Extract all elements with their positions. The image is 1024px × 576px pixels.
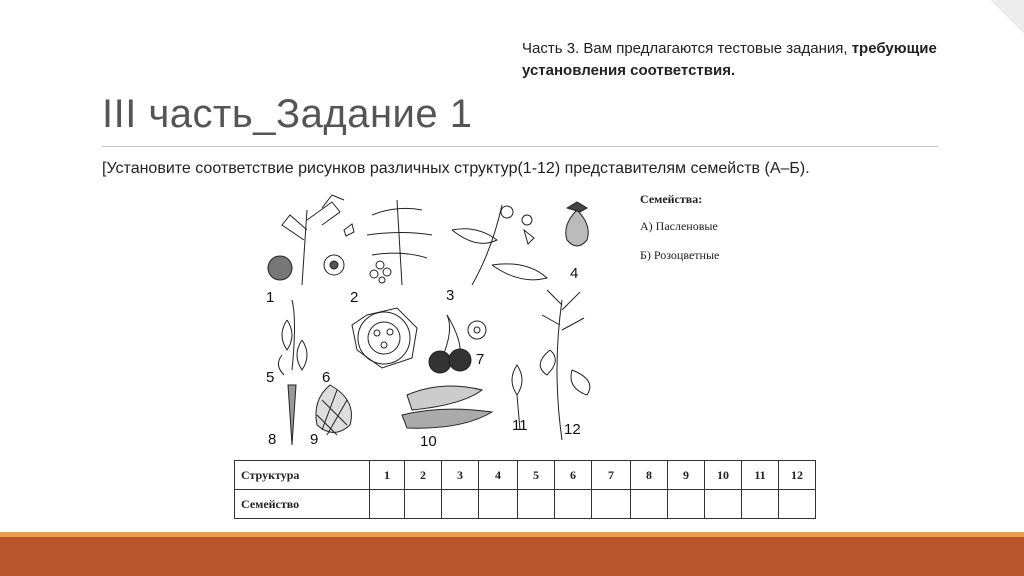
plate-number-1: 1 — [266, 289, 275, 306]
family-answer-cell-11[interactable] — [742, 490, 779, 519]
plant-illustrations — [262, 190, 607, 452]
answer-table — [234, 460, 816, 519]
task-instruction: [Установите соответствие рисунков различных структур(1-12) представителям семейств (А–Б). — [102, 160, 810, 177]
structure-cell-2: 2 — [405, 461, 442, 490]
family-answer-cell-6[interactable] — [555, 490, 592, 519]
plant-drawing-5 — [278, 300, 307, 375]
structure-cell-9: 9 — [668, 461, 705, 490]
plate-number-6: 6 — [322, 369, 331, 386]
part-note-plain: Часть 3. Вам предлагаются тестовые задания, — [522, 40, 852, 57]
part-note — [522, 38, 1002, 82]
plant-drawing-8 — [288, 385, 296, 445]
plant-drawing-4 — [566, 202, 589, 246]
legend-item-rosaceae: Б) Розоцветные — [640, 248, 720, 262]
family-answer-cell-3[interactable] — [442, 490, 479, 519]
family-answer-cell-9[interactable] — [668, 490, 705, 519]
plate-number-7: 7 — [476, 351, 485, 368]
plate-number-3: 3 — [446, 287, 455, 304]
slide-title: III часть_Задание 1 — [102, 92, 473, 136]
legend-heading: Семейства: — [640, 192, 703, 206]
structure-cell-6: 6 — [555, 461, 592, 490]
family-answer-cell-12[interactable] — [779, 490, 816, 519]
structure-cell-3: 3 — [442, 461, 479, 490]
structure-cell-11: 11 — [742, 461, 779, 490]
footer-accent-bar — [0, 537, 1024, 576]
plate-number-10: 10 — [420, 433, 437, 450]
plant-drawing-6 — [352, 308, 417, 368]
part-note-bold: требующие установления соответствия. — [522, 40, 937, 79]
family-answer-cell-7[interactable] — [592, 490, 631, 519]
structure-cell-7: 7 — [592, 461, 631, 490]
structure-cell-1: 1 — [370, 461, 405, 490]
families-legend — [640, 192, 719, 277]
structure-cell-5: 5 — [518, 461, 555, 490]
structure-cell-4: 4 — [479, 461, 518, 490]
family-answer-cell-1[interactable] — [370, 490, 405, 519]
structure-cell-12: 12 — [779, 461, 816, 490]
family-answer-cell-5[interactable] — [518, 490, 555, 519]
family-row — [235, 490, 816, 519]
family-row-label: Семейство — [235, 490, 370, 519]
plant-drawing-1 — [268, 195, 354, 285]
plate-number-5: 5 — [266, 369, 275, 386]
plate-number-8: 8 — [268, 431, 277, 448]
plate-number-12: 12 — [564, 421, 581, 438]
family-answer-cell-10[interactable] — [705, 490, 742, 519]
structure-cell-10: 10 — [705, 461, 742, 490]
family-answer-cell-2[interactable] — [405, 490, 442, 519]
plant-drawing-2 — [367, 200, 432, 285]
legend-item-solanaceae: А) Пасленовые — [640, 219, 718, 233]
plate-number-4: 4 — [570, 265, 579, 282]
plant-drawing-9 — [316, 385, 352, 435]
structure-cell-8: 8 — [631, 461, 668, 490]
structure-row-label: Структура — [235, 461, 370, 490]
plate-number-11: 11 — [512, 417, 528, 434]
plant-drawing-3 — [452, 205, 547, 285]
plant-drawing-10 — [402, 386, 492, 428]
plant-drawing-12 — [540, 290, 590, 440]
family-answer-cell-4[interactable] — [479, 490, 518, 519]
corner-decoration — [990, 0, 1024, 34]
title-divider — [102, 146, 938, 147]
plate-number-2: 2 — [350, 289, 359, 306]
structure-row — [235, 461, 816, 490]
plate-number-9: 9 — [310, 431, 319, 448]
family-answer-cell-8[interactable] — [631, 490, 668, 519]
